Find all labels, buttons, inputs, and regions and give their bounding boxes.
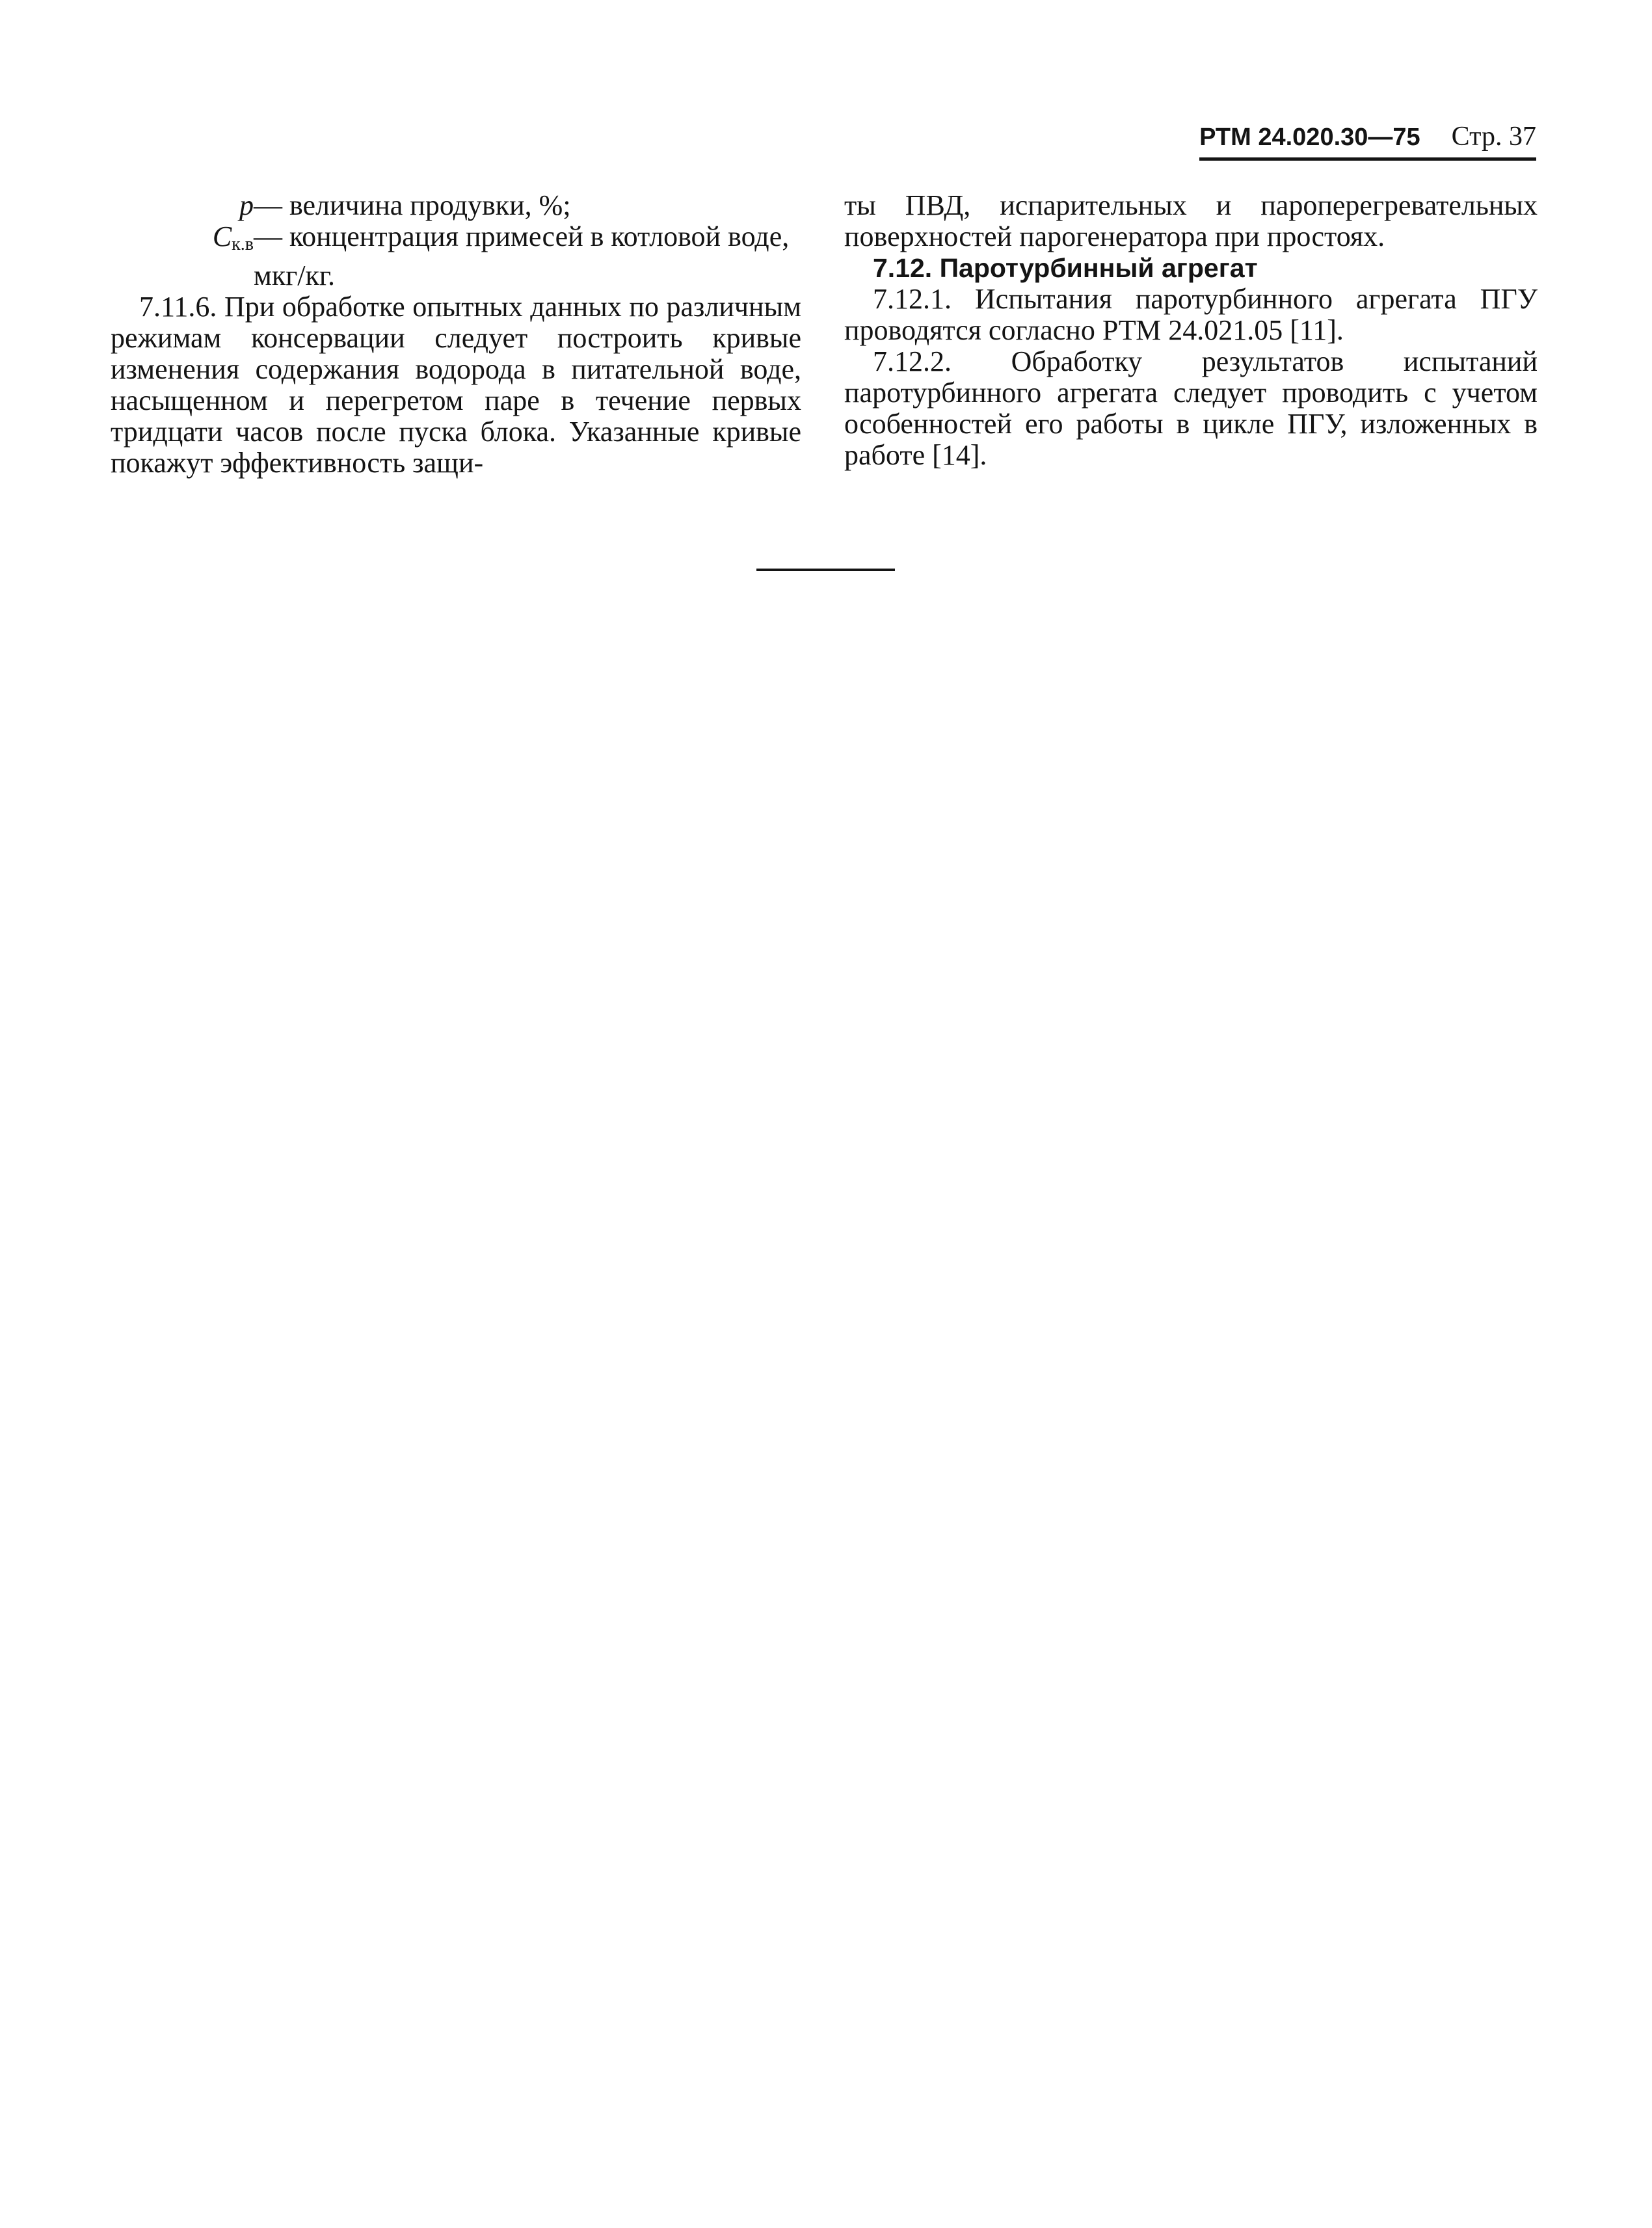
definition-c	[111, 221, 801, 260]
document-code: РТМ 24.020.30—75	[1199, 124, 1420, 151]
right-column	[844, 190, 1538, 471]
end-rule-divider	[756, 569, 895, 571]
page-number: Стр. 37	[1451, 122, 1536, 152]
section-heading-7-12: 7.12. Паротурбинный агрегат	[873, 253, 1258, 283]
definition-c-text: — концентрация примесей в котловой воде,	[254, 221, 790, 252]
paragraph-continuation: ты ПВД, испарительных и пароперегревательных поверхностей парогенератора при простоях.	[844, 189, 1538, 252]
symbol-c	[111, 221, 254, 260]
paragraph-7-11-6: 7.11.6. При обработке опытных данных по различным режимам консервации следует построить кривые изменения содержания водорода в питательной воде, насыщенном и перегретом паре в течение первых тридцати часов после пуска блока. Указанные кривые покажут эффективность защи-	[111, 291, 801, 479]
definition-p	[111, 190, 801, 221]
definition-p-text: — величина продувки, %;	[254, 189, 571, 221]
left-column	[111, 190, 801, 479]
paragraph-7-12-2: 7.12.2. Обработку результатов испытаний паротурбинного агрегата следует проводить с учетом особенностей его работы в цикле ПГУ, изложенных в работе [14].	[844, 345, 1538, 471]
symbol-c-letter: C	[212, 221, 232, 252]
paragraph-7-12-1: 7.12.1. Испытания паротурбинного агрегата ПГУ проводятся согласно РТМ 24.021.05 [11].	[844, 283, 1538, 346]
symbol-c-subscript: к.в	[232, 234, 254, 254]
definition-c-continuation: мкг/кг.	[254, 260, 335, 291]
page-header	[1199, 121, 1536, 161]
symbol-p: p	[239, 189, 254, 221]
